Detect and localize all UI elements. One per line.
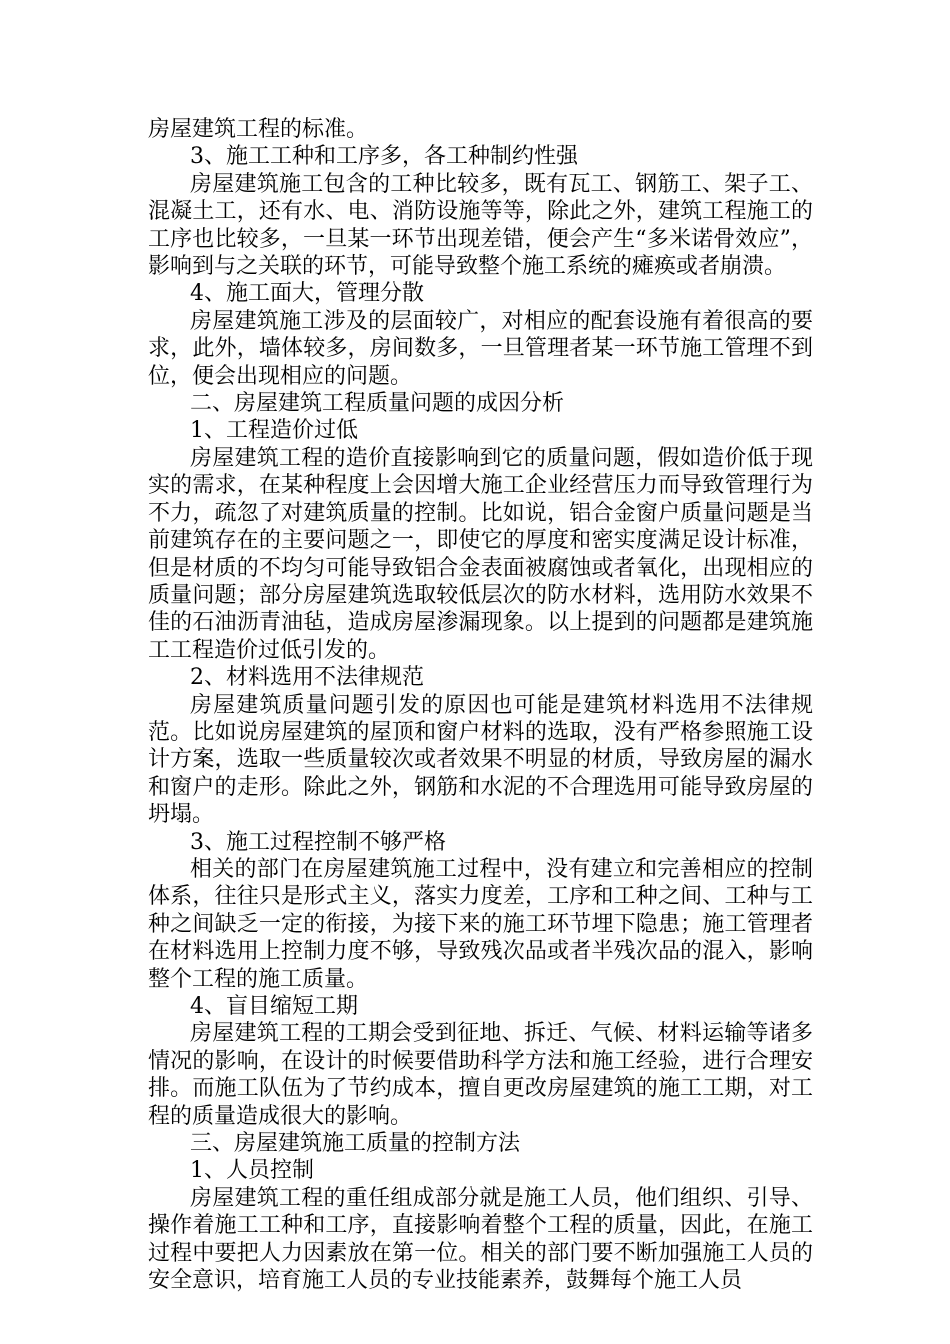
- paragraph: 房屋建筑质量问题引发的原因也可能是建筑材料选用不法律规范。比如说房屋建筑的屋顶和窗户材料的选取，没有严格参照施工设计方案，选取一些质量较次或者效果不明显的材质，导致房屋的漏水和窗户的走形。除此之外，钢筋和水泥的不合理选用可能导致房屋的坍塌。: [148, 692, 813, 828]
- subheading-1-4: 4、施工面大，管理分散: [190, 281, 424, 307]
- paragraph-continuation: 房屋建筑工程的标准。: [148, 117, 369, 142]
- subheading-2-1: 1、工程造价过低: [190, 418, 358, 444]
- section-heading-3: 三、房屋建筑施工质量的控制方法: [190, 1131, 521, 1157]
- paragraph: 房屋建筑工程的工期会受到征地、拆迁、气候、材料运输等诸多情况的影响，在设计的时候要借助科学方法和施工经验，进行合理安排。而施工队伍为了节约成本，擅自更改房屋建筑的施工工期，对工程的质量造成很大的影响。: [148, 1021, 813, 1129]
- paragraph: 房屋建筑工程的重任组成部分就是施工人员，他们组织、引导、操作着施工工种和工序，直接影响着整个工程的质量，因此，在施工过程中要把人力因素放在第一位。相关的部门要不断加强施工人员的安全意识，培育施工人员的专业技能素养，鼓舞每个施工人员: [148, 1185, 813, 1294]
- paragraph: 房屋建筑工程的造价直接影响到它的质量问题，假如造价低于现实的需求，在某种程度上会因增大施工企业经营压力而导致管理行为不力，疏忽了对建筑质量的控制。比如说，铝合金窗户质量问题是当前建筑存在的主要问题之一，即使它的厚度和密实度满足设计标准，但是材质的不均匀可能导致铝合金表面被腐蚀或者氧化，出现相应的质量问题；部分房屋建筑选取较低层次的防水材料，选用防水效果不佳的石油沥青油毡，造成房屋渗漏现象。以上提到的问题都是建筑施工工程造价过低引发的。: [148, 445, 813, 663]
- document-page: [148, 116, 813, 1294]
- paragraph: 相关的部门在房屋建筑施工过程中，没有建立和完善相应的控制体系，往往只是形式主义，落实力度差，工序和工种之间、工种与工种之间缺乏一定的衔接，为接下来的施工环节埋下隐患；施工管理者在材料选用上控制力度不够，导致残次品或者半残次品的混入，影响整个工程的施工质量。: [148, 856, 813, 992]
- subheading-2-2: 2、材料选用不法律规范: [190, 665, 424, 691]
- subheading-2-4: 4、盲目缩短工期: [190, 994, 358, 1019]
- section-heading-2: 二、房屋建筑工程质量问题的成因分析: [190, 391, 565, 417]
- subheading-1-3: 3、施工工种和工序多，各工种制约性强: [190, 144, 578, 170]
- paragraph: 房屋建筑施工包含的工种比较多，既有瓦工、钢筋工、架子工、混凝土工，还有水、电、消防设施等等，除此之外，建筑工程施工的工序也比较多，一旦某一环节出现差错，便会产生“多米诺骨效应”，影响到与之关联的环节，可能导致整个施工系统的瘫痪或者崩溃。: [148, 171, 813, 280]
- subheading-2-3: 3、施工过程控制不够严格: [190, 829, 446, 855]
- paragraph: 房屋建筑施工涉及的层面较广，对相应的配套设施有着很高的要求，此外，墙体较多，房间数多，一旦管理者某一环节施工管理不到位，便会出现相应的问题。: [148, 308, 813, 389]
- subheading-3-1: 1、人员控制: [190, 1158, 314, 1184]
